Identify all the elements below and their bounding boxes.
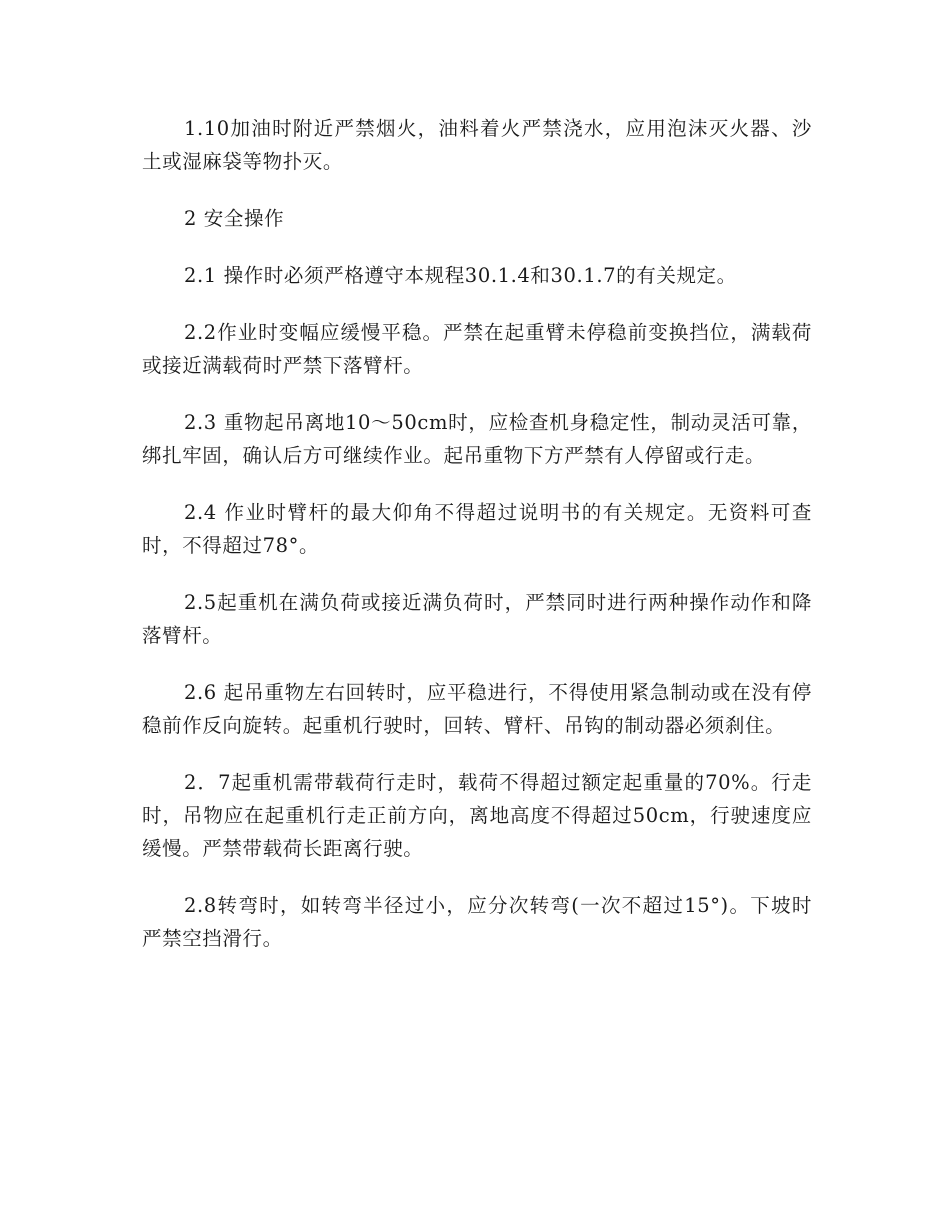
paragraph-2-6: 2.6 起吊重物左右回转时，应平稳进行，不得使用紧急制动或在没有停稳前作反向旋转。起重机行驶时，回转、臂杆、吊钩的制动器必须刹住。 bbox=[142, 681, 812, 737]
paragraph-2-7: 2．7起重机需带载荷行走时，载荷不得超过额定起重量的70%。行走时，吊物应在起重机行走正前方向，离地高度不得超过50cm，行驶速度应缓慢。严禁带载荷长距离行驶。 bbox=[142, 771, 812, 860]
document-body bbox=[142, 112, 812, 979]
paragraph-2-3: 2.3 重物起吊离地10～50cm时，应检查机身稳定性，制动灵活可靠，绑扎牢固，确认后方可继续作业。起吊重物下方严禁有人停留或行走。 bbox=[142, 411, 812, 467]
section-heading-safe-operation: 2 安全操作 bbox=[184, 207, 285, 230]
paragraph-2-1: 2.1 操作时必须严格遵守本规程30.1.4和30.1.7的有关规定。 bbox=[184, 264, 737, 287]
paragraph-2-5: 2.5起重机在满负荷或接近满负荷时，严禁同时进行两种操作动作和降落臂杆。 bbox=[142, 591, 812, 647]
paragraph-1-10-refueling-fire: 1.10加油时附近严禁烟火，油料着火严禁浇水，应用泡沫灭火器、沙土或湿麻袋等物扑灭。 bbox=[142, 117, 812, 173]
paragraph-2-2: 2.2作业时变幅应缓慢平稳。严禁在起重臂未停稳前变换挡位，满载荷或接近满载荷时严禁下落臂杆。 bbox=[142, 321, 812, 377]
paragraph-2-4: 2.4 作业时臂杆的最大仰角不得超过说明书的有关规定。无资料可查时，不得超过78°。 bbox=[142, 501, 812, 557]
paragraph-2-8: 2.8转弯时，如转弯半径过小，应分次转弯(一次不超过15°)。下坡时严禁空挡滑行。 bbox=[142, 894, 812, 950]
